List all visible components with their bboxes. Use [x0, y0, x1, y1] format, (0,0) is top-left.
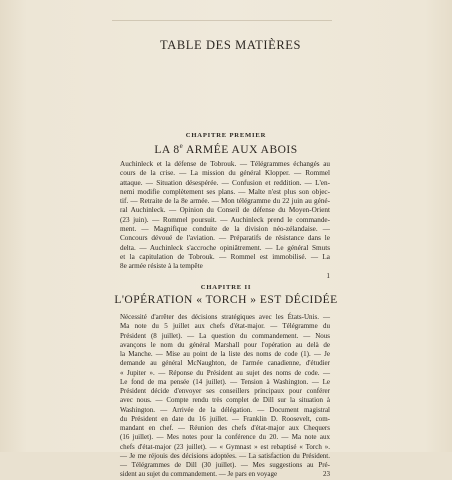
summary-line: chefs d'état-major (23 juillet). — « Gymnast » est rebaptisé « Torch ». — [120, 442, 330, 451]
summary-line: ment. — Magnifique conduite de la division néo-zélandaise. — — [120, 225, 330, 234]
chapter-1-summary — [120, 160, 330, 281]
summary-line: sident au sujet du commandement. — Je pars en voyage — [120, 470, 278, 479]
summary-line: « Jupiter ». — Réponse du Président au sujet des noms de code. — — [120, 368, 330, 377]
summary-line: cours de la crise. — La mission du général Klopper. — Rommel — [120, 169, 330, 178]
summary-line: 8e armée résiste à la tempête — [120, 262, 203, 271]
summary-line: avec nous. — Compte rendu très complet de Dill sur la situation à — [120, 396, 330, 405]
summary-line: avançons le nom du général Marshall pour l'opération au delà de — [120, 340, 330, 349]
summary-line: mandant en chef. — Réunion des chefs d'état-major aux Chequers — [120, 424, 330, 432]
summary-line: Concours dévoué de l'aviation. — Préparatifs de résistance dans le — [120, 234, 330, 243]
summary-line: la Manche. — Mise au point de la liste des noms de code (1). — Je — [120, 350, 330, 358]
chapter-2-summary — [120, 313, 330, 480]
summary-line: du Président en date du 16 juillet. — Franklin D. Roosevelt, com- — [120, 414, 330, 423]
summary-line: Nécessité d'arrêter des décisions stratégiques avec les États-Unis. — — [120, 313, 330, 321]
summary-line: Ma note du 5 juillet aux chefs d'état-major. — Télégramme du — [120, 322, 330, 331]
summary-line: attaque. — Situation désespérée. — Confusion et reddition. — L'en- — [120, 178, 330, 187]
summary-line: nemi modifie complètement ses plans. — Malte n'est plus son objec- — [120, 187, 330, 196]
summary-line: demande au général McNaughton, de l'armée canadienne, d'étudier — [120, 359, 330, 368]
summary-line: Président décide d'envoyer ses conseillers principaux pour conférer — [120, 387, 330, 395]
summary-line: (16 juillet). — Mes notes pour la conférence du 20. — Ma note aux — [120, 433, 330, 442]
page-number: 23 — [323, 470, 330, 479]
page-header-rule — [112, 20, 332, 21]
summary-line: et la capitulation de Tobrouk. — Rommel est immobilisé. — La — [120, 252, 330, 261]
chapter-1-label: CHAPITRE PREMIER — [185, 132, 267, 139]
summary-line: — Télégrammes de Dill (30 juillet). — Mes suggestions au Pré- — [120, 461, 330, 469]
summary-line: delta. — Auchinleck s'accroche opiniâtrement. — Le général Smuts — [120, 243, 330, 252]
summary-line: ral Auchinleck. — Opinion du Conseil de défense du Moyen-Orient — [120, 206, 330, 215]
summary-last-line — [120, 470, 330, 479]
summary-line: — Je me réjouis des décisions adoptées. — La satisfaction du Président. — [120, 451, 330, 460]
summary-line: Le fond de ma pensée (14 juillet). — Tension à Washington. — Le — [120, 377, 330, 386]
chapter-2-label: CHAPITRE II — [200, 284, 252, 291]
summary-line: Washington. — Arrivée de la délégation. — Document magistral — [120, 405, 330, 414]
page-number: 1 — [326, 271, 330, 280]
summary-line: Auchinleck et la défense de Tobrouk. — Télégrammes échangés au — [120, 160, 330, 168]
summary-line: tif. — Retraite de la 8e armée. — Mon télégramme du 22 juin au géné- — [120, 197, 330, 206]
chapter-1-title: LA 8e ARMÉE AUX ABOIS — [154, 142, 298, 156]
chapter-2-title: L'OPÉRATION « TORCH » EST DÉCIDÉE — [114, 294, 338, 306]
summary-line: Président (8 juillet). — La question du commandement. — Nous — [120, 331, 330, 340]
page-title: TABLE DES MATIÈRES — [160, 38, 302, 52]
summary-line: (23 juin). — Rommel poursuit. — Auchinleck prend le commande- — [120, 215, 330, 224]
